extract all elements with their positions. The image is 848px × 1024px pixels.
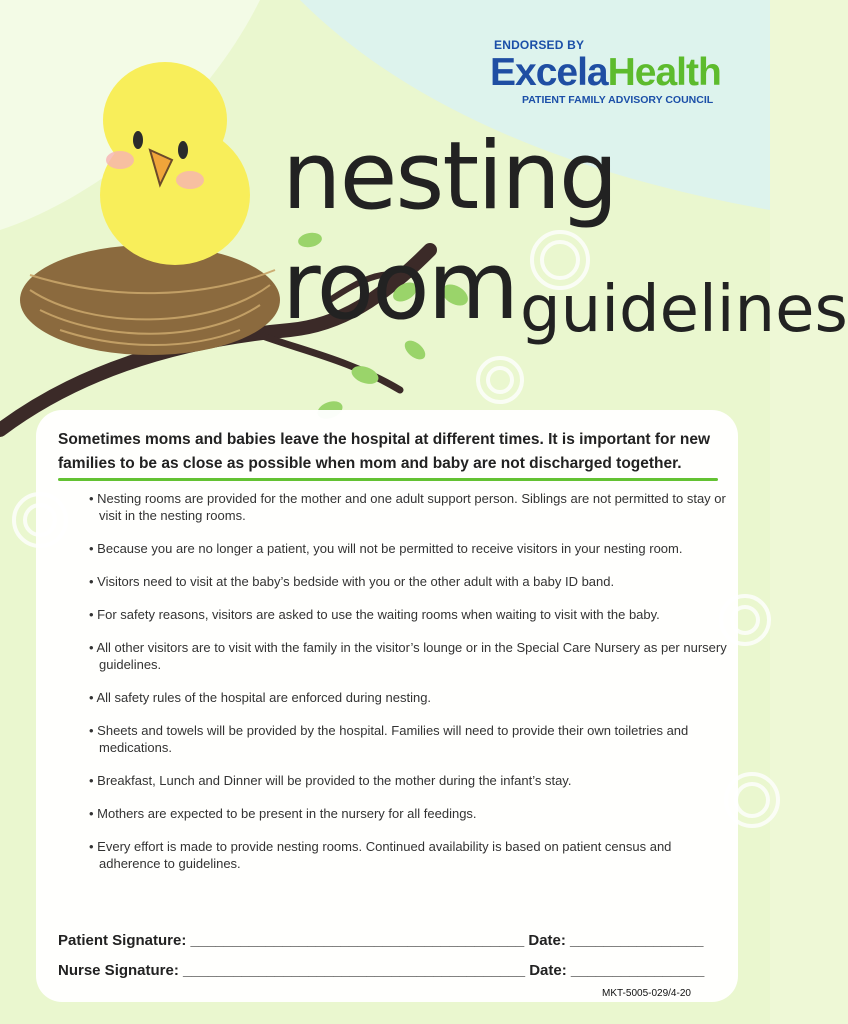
list-item: • Because you are no longer a patient, you will not be permitted to receive visitors in your nesting room. xyxy=(89,541,683,556)
excela-health-logo xyxy=(490,52,721,94)
list-item: • All other visitors are to visit with the family in the visitor’s lounge or in the Special Care Nursery as per nursery guidelines. xyxy=(89,640,727,672)
list-item: • Visitors need to visit at the baby’s bedside with you or the other adult with a baby ID band. xyxy=(89,574,615,589)
logo-part-2: Health xyxy=(607,51,721,94)
list-item: • Sheets and towels will be provided by the hospital. Families will need to provide their own toiletries and medications. xyxy=(89,723,689,755)
list-item: • Nesting rooms are provided for the mother and one adult support person. Siblings are not permitted to stay or visit in the nesting rooms. xyxy=(89,491,726,523)
title-line-2: guidelines xyxy=(520,273,848,347)
footer-code: MKT-5005-029/4-20 xyxy=(602,988,691,999)
logo-part-1: Excela xyxy=(490,51,608,94)
list-item: • Breakfast, Lunch and Dinner will be provided to the mother during the infant’s stay. xyxy=(89,773,572,788)
divider-rule xyxy=(58,478,718,481)
title-line-1: nesting room xyxy=(282,122,617,341)
guidelines-list xyxy=(88,490,728,888)
intro-text: Sometimes moms and babies leave the hospital at different times. It is important for new families to be as close as possible when mom and baby are not discharged together. xyxy=(58,431,711,472)
list-item: • For safety reasons, visitors are asked to use the waiting rooms when waiting to visit with the baby. xyxy=(89,607,660,622)
nurse-signature-line: Nurse Signature: _________________________________________ Date: ________________ xyxy=(58,962,705,979)
list-item: • Mothers are expected to be present in the nursery for all feedings. xyxy=(89,806,477,821)
patient-signature-line: Patient Signature: ________________________________________ Date: ________________ xyxy=(58,932,704,949)
advisory-council-label: PATIENT FAMILY ADVISORY COUNCIL xyxy=(522,94,714,106)
endorsed-by-label: ENDORSED BY xyxy=(494,38,585,52)
list-item: • Every effort is made to provide nesting rooms. Continued availability is based on patient census and adherence to guidelines. xyxy=(89,839,672,871)
list-item: • All safety rules of the hospital are enforced during nesting. xyxy=(89,690,432,705)
